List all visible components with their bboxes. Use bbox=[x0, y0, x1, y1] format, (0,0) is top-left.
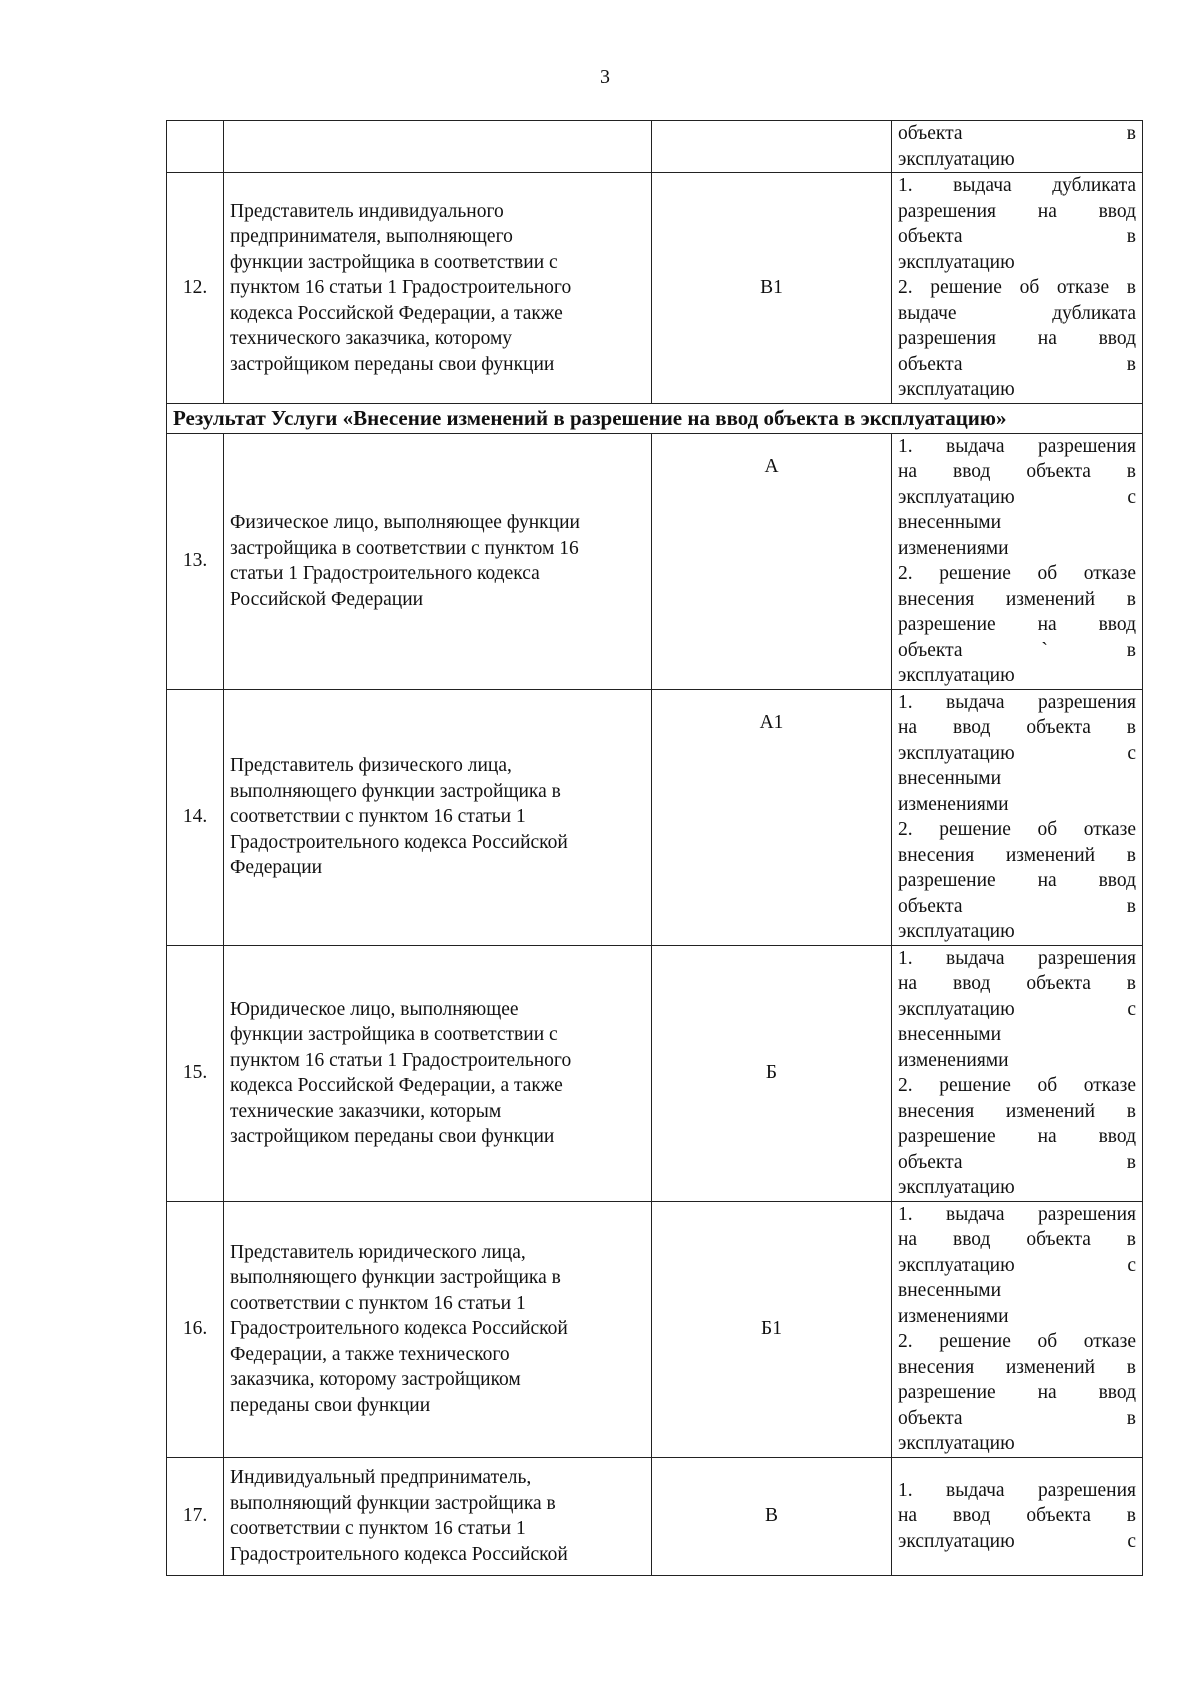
table-row-13 bbox=[167, 433, 1143, 689]
result-line: 2. решение об отказе bbox=[898, 819, 1136, 840]
result-line: внесения изменений в bbox=[898, 588, 1136, 610]
applicant-line: застройщика в соответствии с пунктом 16 bbox=[230, 537, 579, 559]
result-line: объекта в bbox=[898, 1407, 1136, 1429]
applicant-line: Федерации, а также технического bbox=[230, 1343, 510, 1365]
result-line: эксплуатацию с bbox=[898, 1254, 1136, 1276]
applicant-line: Градостроительного кодекса Российской bbox=[230, 1543, 568, 1565]
table-row-continued bbox=[167, 121, 1143, 173]
result-cell bbox=[892, 689, 1143, 945]
result-line: эксплуатацию с bbox=[898, 1530, 1136, 1552]
result-line: внесенными bbox=[898, 512, 1002, 533]
applicant-code: В1 bbox=[652, 173, 892, 404]
result-line: 1. выдача разрешения bbox=[898, 947, 1136, 969]
result-line: разрешения на ввод bbox=[898, 328, 1136, 349]
result-line: на ввод объекта в bbox=[898, 1505, 1136, 1527]
table-row-17 bbox=[167, 1457, 1143, 1575]
result-cell bbox=[892, 945, 1143, 1201]
row-number: 15. bbox=[167, 945, 224, 1201]
applicant-line: застройщиком переданы свои функции bbox=[230, 353, 555, 375]
applicant-line: выполняющий функции застройщика в bbox=[230, 1492, 556, 1514]
result-line: 2. решение об отказе в bbox=[898, 277, 1136, 298]
applicant-line: застройщиком переданы свои функции bbox=[230, 1126, 555, 1147]
result-line: разрешения на ввод bbox=[898, 200, 1136, 222]
applicant-line: Представитель юридического лица, bbox=[230, 1241, 526, 1263]
result-line: 1. выдача разрешения bbox=[898, 1203, 1136, 1225]
result-line: внесения изменений в bbox=[898, 844, 1136, 866]
result-cell bbox=[892, 433, 1143, 689]
result-line: разрешение на ввод bbox=[898, 1126, 1136, 1147]
applicant-code: А1 bbox=[652, 689, 892, 945]
result-line: объекта в bbox=[898, 123, 1136, 144]
result-line: разрешение на ввод bbox=[898, 870, 1136, 891]
applicant-line: пунктом 16 статьи 1 Градостроительного bbox=[230, 1049, 572, 1071]
applicant-line: выполняющего функции застройщика в bbox=[230, 780, 561, 802]
applicant-code bbox=[652, 121, 892, 173]
result-line: эксплуатацию bbox=[898, 379, 1015, 400]
applicant-line: переданы свои функции bbox=[230, 1394, 431, 1416]
result-line: разрешение на ввод bbox=[898, 1382, 1136, 1403]
results-table-body bbox=[167, 121, 1143, 1576]
applicant-code: В bbox=[652, 1457, 892, 1575]
result-line: внесенными bbox=[898, 1280, 1002, 1301]
applicant-cell bbox=[224, 433, 652, 689]
result-line: 1. выдача разрешения bbox=[898, 435, 1136, 457]
applicant-cell bbox=[224, 945, 652, 1201]
applicant-line: Представитель физического лица, bbox=[230, 755, 512, 777]
result-line: на ввод объекта в bbox=[898, 461, 1136, 482]
table-row-16 bbox=[167, 1201, 1143, 1457]
result-cell bbox=[892, 121, 1143, 173]
result-cell bbox=[892, 173, 1143, 404]
result-line: эксплуатацию с bbox=[898, 998, 1136, 1020]
applicant-line: Индивидуальный предприниматель, bbox=[230, 1467, 532, 1488]
result-line: на ввод объекта в bbox=[898, 973, 1136, 994]
applicant-line: соответствии с пунктом 16 статьи 1 bbox=[230, 1518, 526, 1539]
results-table bbox=[166, 120, 1143, 1576]
applicant-line: соответствии с пунктом 16 статьи 1 bbox=[230, 1292, 526, 1314]
table-row-14 bbox=[167, 689, 1143, 945]
result-line: эксплуатацию bbox=[898, 251, 1015, 273]
result-line: изменениями bbox=[898, 537, 1009, 559]
row-number: 13. bbox=[167, 433, 224, 689]
result-cell bbox=[892, 1457, 1143, 1575]
result-line: объекта в bbox=[898, 1151, 1136, 1173]
result-line: на ввод объекта в bbox=[898, 1229, 1136, 1250]
applicant-cell bbox=[224, 1201, 652, 1457]
result-cell bbox=[892, 1201, 1143, 1457]
applicant-line: Российской Федерации bbox=[230, 588, 424, 610]
result-line: изменениями bbox=[898, 793, 1009, 815]
result-line: на ввод объекта в bbox=[898, 717, 1136, 738]
result-line: эксплуатацию bbox=[898, 665, 1015, 686]
applicant-line: статьи 1 Градостроительного кодекса bbox=[230, 563, 540, 584]
result-line: эксплуатацию bbox=[898, 1433, 1015, 1454]
result-line: эксплуатацию bbox=[898, 921, 1015, 942]
applicant-line: Федерации bbox=[230, 857, 323, 879]
result-line: изменениями bbox=[898, 1049, 1009, 1071]
result-line: изменениями bbox=[898, 1305, 1009, 1327]
applicant-line: технические заказчики, которым bbox=[230, 1100, 502, 1122]
result-line: эксплуатацию с bbox=[898, 486, 1136, 508]
result-line: 2. решение об отказе bbox=[898, 1331, 1136, 1352]
result-line: 1. выдача разрешения bbox=[898, 691, 1136, 713]
row-number: 12. bbox=[167, 173, 224, 404]
applicant-cell bbox=[224, 121, 652, 173]
table-row-12 bbox=[167, 173, 1143, 404]
row-number: 16. bbox=[167, 1201, 224, 1457]
result-line: объекта в bbox=[898, 353, 1136, 375]
applicant-code: Б1 bbox=[652, 1201, 892, 1457]
result-line: выдаче дубликата bbox=[898, 302, 1136, 324]
result-line: объекта в bbox=[898, 226, 1136, 247]
applicant-line: заказчика, которому застройщиком bbox=[230, 1369, 521, 1391]
result-line: эксплуатацию bbox=[898, 148, 1015, 170]
applicant-cell bbox=[224, 1457, 652, 1575]
result-line: внесения изменений в bbox=[898, 1356, 1136, 1378]
result-line: объекта ` в bbox=[898, 639, 1136, 661]
result-line: 1. выдача разрешения bbox=[898, 1479, 1136, 1501]
result-line: 2. решение об отказе bbox=[898, 563, 1136, 584]
applicant-line: предпринимателя, выполняющего bbox=[230, 226, 513, 247]
result-line: эксплуатацию с bbox=[898, 742, 1136, 764]
result-line: 2. решение об отказе bbox=[898, 1075, 1136, 1096]
applicant-line: кодекса Российской Федерации, а также bbox=[230, 1075, 563, 1096]
applicant-line: выполняющего функции застройщика в bbox=[230, 1267, 561, 1289]
applicant-line: Градостроительного кодекса Российской bbox=[230, 831, 568, 853]
result-line: разрешение на ввод bbox=[898, 614, 1136, 635]
result-line: внесения изменений в bbox=[898, 1100, 1136, 1122]
applicant-line: Физическое лицо, выполняющее функции bbox=[230, 512, 580, 533]
page-number: 3 bbox=[600, 66, 610, 88]
applicant-line: соответствии с пунктом 16 статьи 1 bbox=[230, 806, 526, 828]
applicant-line: технического заказчика, которому bbox=[230, 328, 513, 349]
table-row-15 bbox=[167, 945, 1143, 1201]
result-line: эксплуатацию bbox=[898, 1177, 1015, 1198]
section-header-row bbox=[167, 403, 1143, 433]
result-line: объекта в bbox=[898, 895, 1136, 917]
applicant-line: Юридическое лицо, выполняющее bbox=[230, 998, 519, 1020]
applicant-line: функции застройщика в соответствии с bbox=[230, 1024, 558, 1045]
applicant-cell bbox=[224, 173, 652, 404]
result-line: внесенными bbox=[898, 1024, 1002, 1045]
result-line: внесенными bbox=[898, 768, 1002, 789]
applicant-line: кодекса Российской Федерации, а также bbox=[230, 302, 563, 324]
section-title: Результат Услуги «Внесение изменений в разрешение на ввод объекта в эксплуатацию» bbox=[167, 403, 1143, 433]
applicant-line: Градостроительного кодекса Российской bbox=[230, 1318, 568, 1340]
applicant-line: пунктом 16 статьи 1 Градостроительного bbox=[230, 277, 572, 298]
row-number: 14. bbox=[167, 689, 224, 945]
row-number bbox=[167, 121, 224, 173]
applicant-code: Б bbox=[652, 945, 892, 1201]
applicant-line: функции застройщика в соответствии с bbox=[230, 251, 558, 273]
applicant-cell bbox=[224, 689, 652, 945]
result-line: 1. выдача дубликата bbox=[898, 175, 1136, 196]
applicant-line: Представитель индивидуального bbox=[230, 200, 504, 222]
applicant-code: А bbox=[652, 433, 892, 689]
row-number: 17. bbox=[167, 1457, 224, 1575]
